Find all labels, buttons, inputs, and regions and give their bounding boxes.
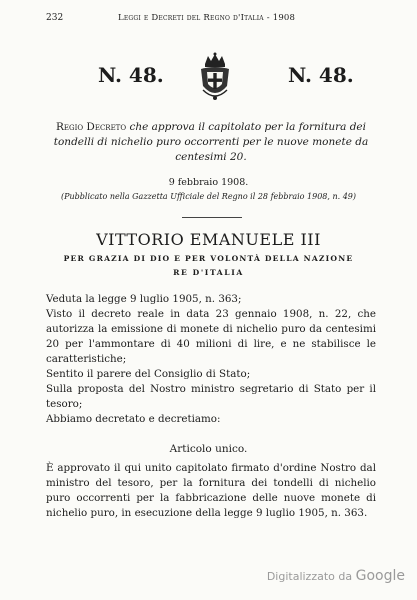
paragraph-veduta: Veduta la legge 9 luglio 1905, n. 363;	[46, 293, 242, 305]
paragraph-sentito: Sentito il parere del Consiglio di Stato;	[46, 368, 251, 380]
watermark-prefix: Digitalizzato da	[266, 570, 353, 583]
grace-formula-line2: RE D'ITALIA	[173, 268, 244, 277]
decree-number-right: N. 48.	[288, 63, 354, 87]
page-number: 232	[46, 13, 64, 23]
decree-title	[46, 120, 376, 165]
grace-formula-line1: PER GRAZIA DI DIO E PER VOLONTÀ DELLA NAZIONE	[63, 254, 354, 263]
decree-lead: Regio Decreto	[55, 121, 127, 133]
digitization-watermark	[267, 568, 405, 584]
decree-date: 9 febbraio 1908.	[168, 177, 249, 188]
article-heading: Articolo unico.	[169, 443, 248, 455]
publication-note: (Pubblicato nella Gazzetta Ufficiale del Regno il 28 febbraio 1908, n. 49)	[61, 192, 356, 201]
paragraph-visto: Visto il decreto reale in data 23 gennaio 1908, n. 22, che autorizza la emissione di monete di nichelio puro da centesimi 20 per l'ammontare di 40 milioni di lire, e ne stabilisce le caratteristiche;	[46, 308, 376, 366]
running-title: Leggi e Decreti del Regno d'Italia - 1908	[118, 13, 296, 23]
divider	[182, 217, 242, 218]
paragraph-proposta: Sulla proposta del Nostro ministro segretario di Stato per il tesoro;	[46, 383, 376, 411]
paragraph-decretato: Abbiamo decretato e decretiamo:	[46, 413, 221, 425]
decree-number-left: N. 48.	[98, 63, 164, 87]
decree-subject: che approva il capitolato per la fornitura dei tondelli di nichelio puro occorrenti per le nuove monete da centesimi 20.	[53, 121, 369, 163]
page-header	[46, 13, 381, 27]
savoy-crown-emblem-icon	[197, 52, 233, 102]
watermark-brand: Google	[355, 568, 405, 584]
paragraph-article-text: È approvato il qui unito capitolato firmato d'ordine Nostro dal ministro del tesoro, per la fornitura dei tondelli di nichelio puro occorrenti per la fabbricazione delle nuove monete di nichelio puro, in esecuzione della legge 9 luglio 1905, n. 363.	[46, 462, 376, 520]
king-name: VITTORIO EMANUELE III	[96, 230, 321, 249]
